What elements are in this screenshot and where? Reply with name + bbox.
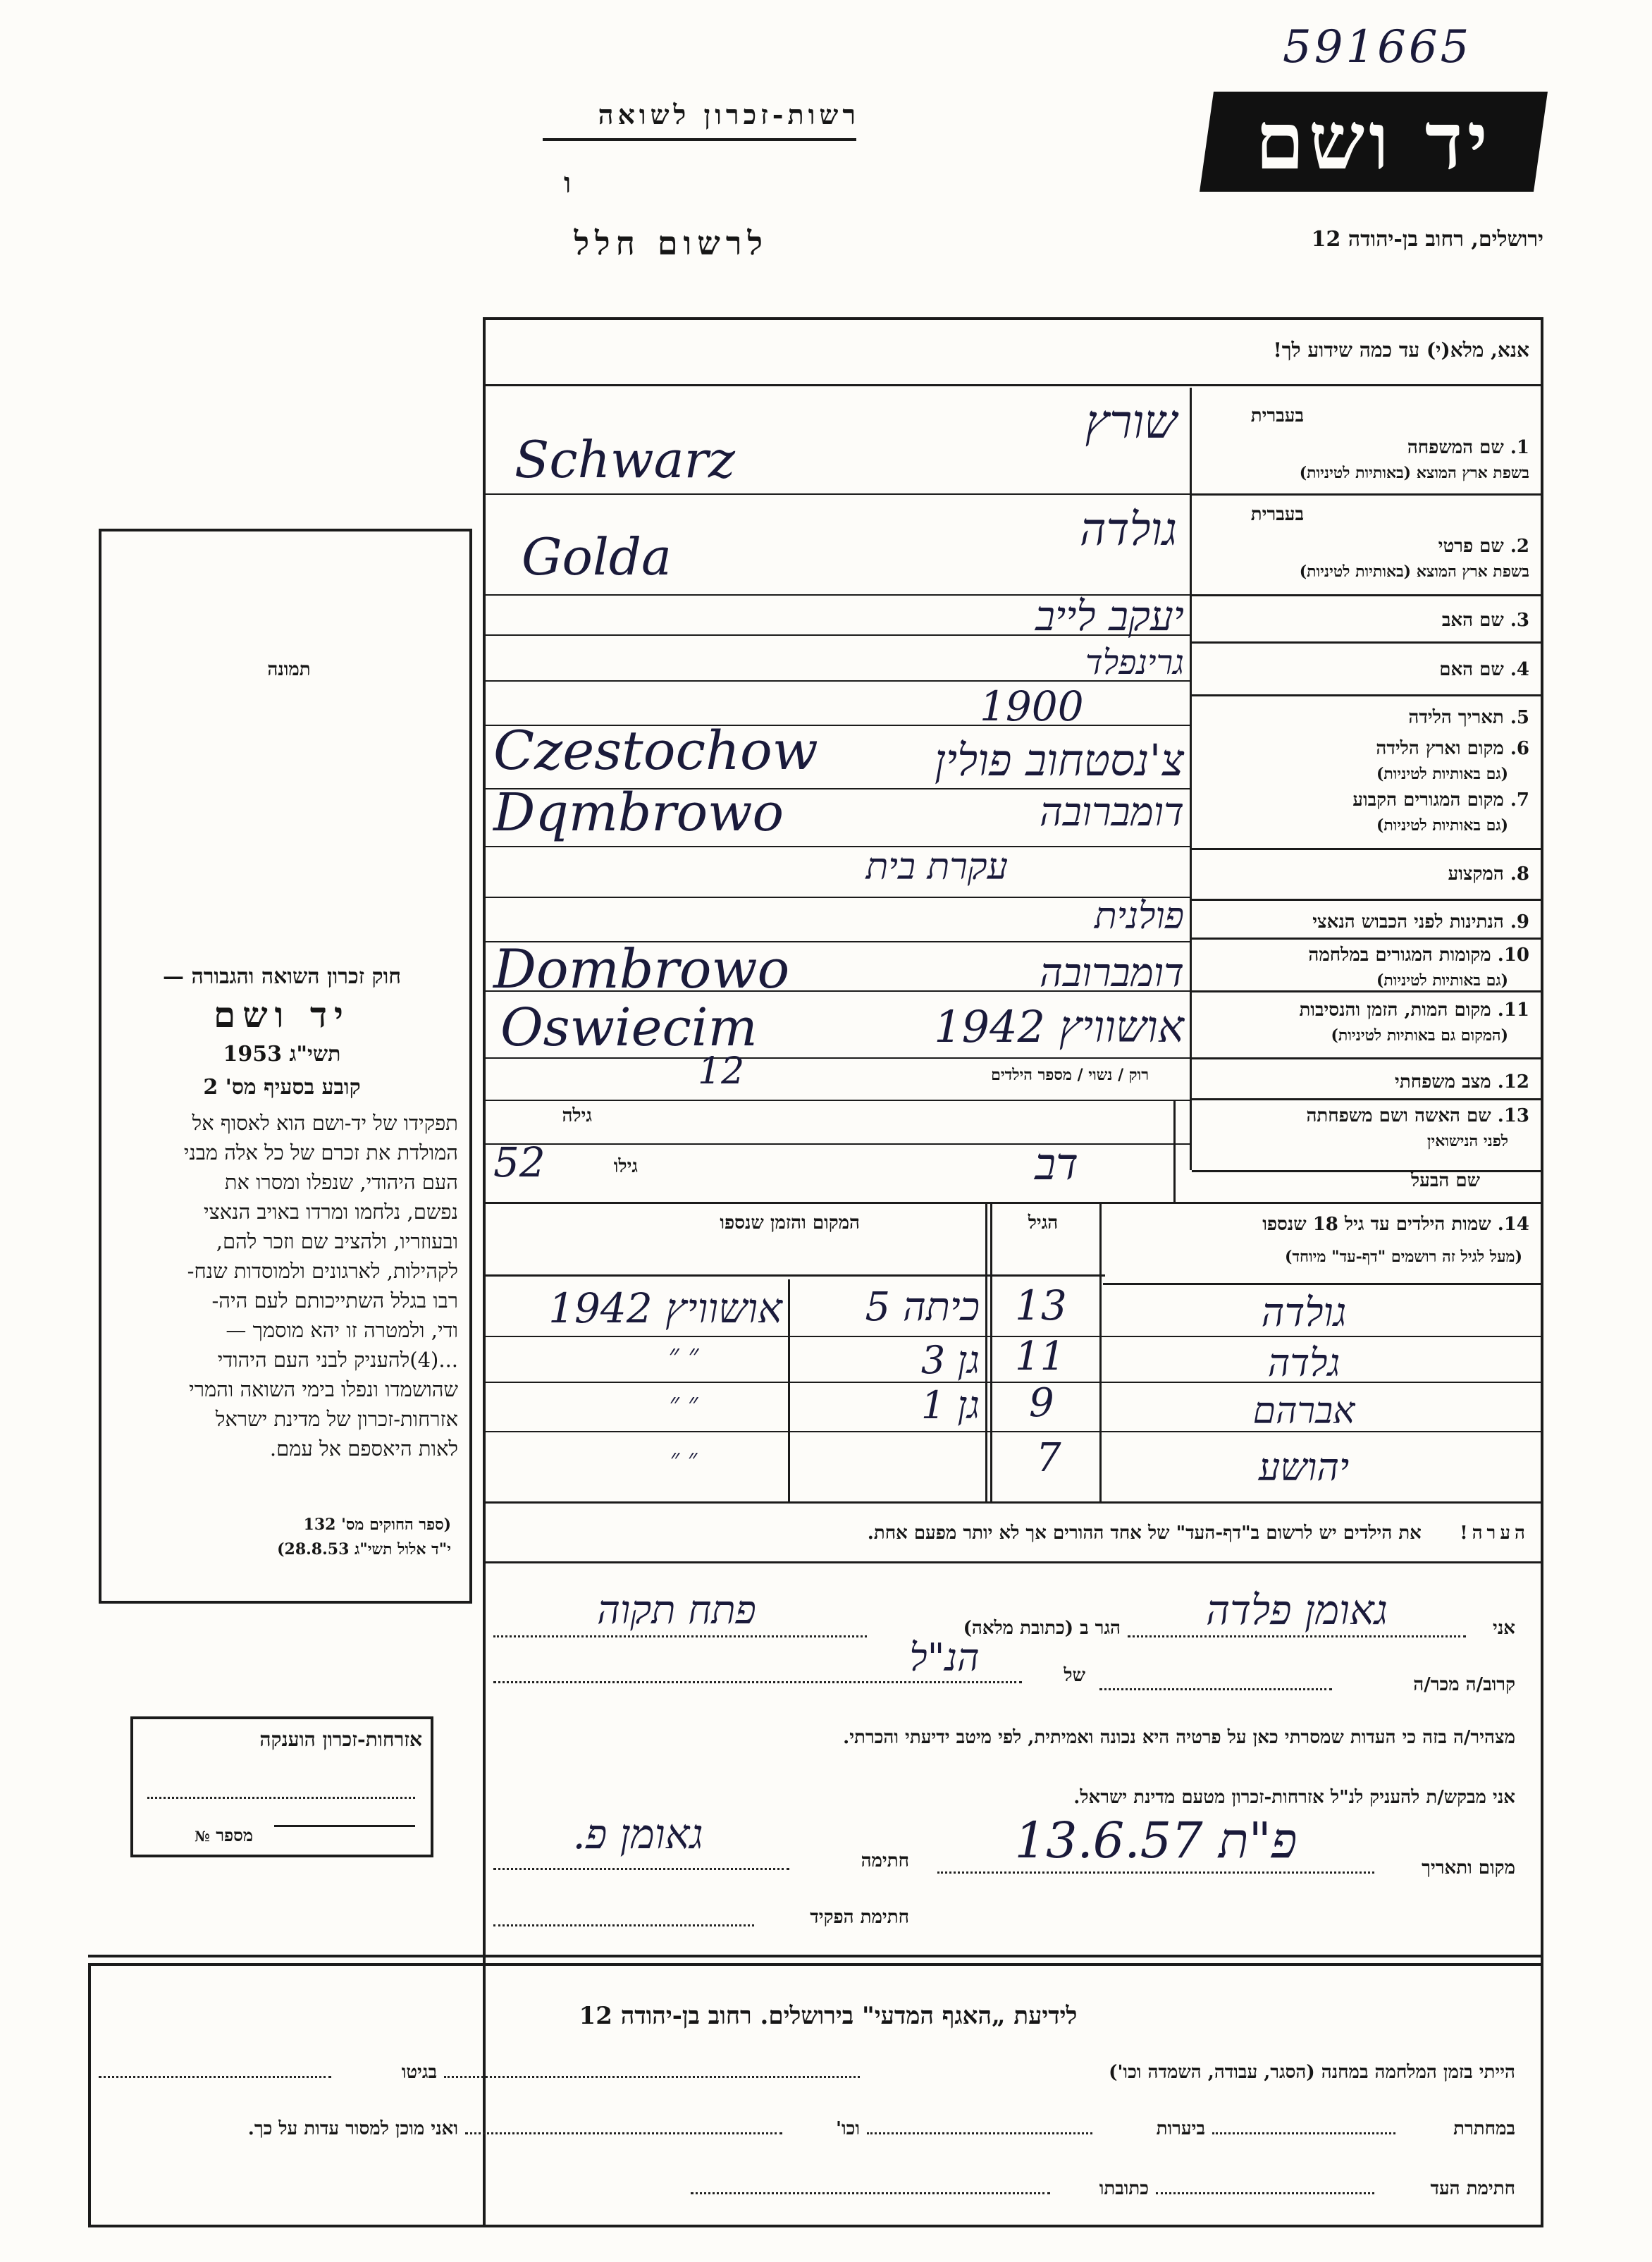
child-place: ״ ״ xyxy=(668,1339,699,1371)
signature-label: חתימה xyxy=(861,1850,909,1871)
child-place: אושוויץ 1942 xyxy=(548,1284,782,1332)
field-8-num: 8. xyxy=(1510,863,1529,885)
address: ירושלים, רחוב בן-יהודה 12 xyxy=(1311,227,1543,252)
field-1-sub: בשפת ארץ המוצא (באותיות לטיניות) xyxy=(1299,464,1529,482)
husband-value: דב xyxy=(1035,1138,1078,1190)
field-6-latin-value: Czestochow xyxy=(493,719,818,782)
field-2-hebrew-value: גולדה xyxy=(1080,504,1177,556)
children-title xyxy=(1099,1214,1529,1235)
declaration-request: אני מבקש/ת להעניק לנ"ל אזרחות-זכרון מטעם מדינת ישראל. xyxy=(1073,1787,1515,1808)
footer-line1-end: בגיטו xyxy=(401,2062,437,2083)
field-2-label xyxy=(1198,536,1529,557)
child-name: יהושע xyxy=(1258,1445,1350,1489)
field-1-text: שם המשפחה xyxy=(1407,437,1504,458)
law-source-2: י"ד אלול תשי"ג 28.8.53) xyxy=(277,1540,451,1559)
law-paragraph xyxy=(106,1108,458,1463)
child-extra: גן 1 xyxy=(920,1383,980,1427)
field-5-label xyxy=(1198,707,1529,728)
law-line: המולדת את זכרם של כל אלה מבני xyxy=(183,1141,458,1164)
field-10-num: 10. xyxy=(1497,945,1529,966)
child-name: אברהם xyxy=(1252,1390,1355,1432)
field-9-num: 9. xyxy=(1510,911,1529,933)
footer-line2-a: במחתרת xyxy=(1453,2118,1515,2139)
instruction: אנא, מלא(י) עד כמה שידוע לך! xyxy=(1273,338,1529,362)
field-9-text: הנתינות לפני הכבוש הנאצי xyxy=(1312,911,1504,933)
field-13-text: שם האשה ושם משפחתה xyxy=(1306,1105,1491,1126)
field-1-label xyxy=(1198,437,1529,458)
law-name: יד ושם xyxy=(214,994,350,1035)
law-line: לקהילות, לארגונים ולמוסדות שנח- xyxy=(187,1259,458,1283)
note-label: הערה! xyxy=(1460,1523,1529,1544)
field-2-num: 2. xyxy=(1510,536,1529,557)
footer-title: לידיעת „האגף המדעי" בירושלים. רחוב בן-יהודה 12 xyxy=(579,2002,1078,2030)
law-line: תפקידו של יד-ושם הוא לאסוף אל xyxy=(192,1111,458,1135)
declaration-ani: אני xyxy=(1493,1618,1515,1639)
field-3-text: שם האב xyxy=(1441,610,1504,631)
law-clause: קובע בסעיף מס' 2 xyxy=(203,1075,361,1100)
field-6-sub: (גם באותיות לטיניות) xyxy=(1376,765,1508,783)
field-7-text: מקום המגורים הקבוע xyxy=(1352,789,1504,811)
field-7-hebrew-value: דומברובה xyxy=(1039,789,1184,835)
marital-options: רוק / נשוי / מספר הילדים xyxy=(991,1066,1149,1084)
law-line: ודי, ולמטרה זו יהא מוסמך — xyxy=(226,1318,458,1342)
field-10-text: מקומות המגורים במלחמה xyxy=(1308,945,1491,966)
authority-name: רשות-זכרון לשואה xyxy=(598,99,860,130)
citizenship-box-title: אזרחות-זכרון הוענקה xyxy=(259,1728,422,1751)
declaration-address-value: פתח תקוה xyxy=(597,1587,756,1633)
field-7-label xyxy=(1198,789,1529,811)
place-date-value: פ"ת 13.6.57 xyxy=(1014,1812,1297,1869)
field-7-num: 7. xyxy=(1510,789,1529,811)
field-11-text: מקום המות, הזמן והנסיבות xyxy=(1299,1000,1491,1021)
field-3-num: 3. xyxy=(1510,610,1529,631)
declaration-name-value: גאומן פלדה xyxy=(1206,1586,1388,1634)
field-4-text: שם האם xyxy=(1439,659,1504,680)
child-extra: גן 3 xyxy=(920,1338,980,1382)
place-date-label: מקום ותאריך xyxy=(1422,1857,1515,1879)
field-2-latin-value: Golda xyxy=(522,527,672,586)
field-4-hebrew-value: גרינפלד xyxy=(1085,643,1184,682)
citizenship-box xyxy=(130,1716,433,1857)
footer-line2-c: וכו' xyxy=(836,2118,860,2139)
field-5-latin-value: 1900 xyxy=(980,682,1084,730)
law-year: תשי"ג 1953 xyxy=(223,1042,341,1067)
col-age-header: הגיל xyxy=(1028,1212,1059,1234)
citizenship-number-label: מספר xyxy=(216,1825,253,1845)
child-name: גלדה xyxy=(1267,1341,1340,1385)
col-place-header: המקום והזמן שנספו xyxy=(720,1212,860,1234)
field-4-label xyxy=(1198,659,1529,680)
footer-line2-end: ואני מוכן למסור עדות על כך. xyxy=(247,2118,458,2139)
footer-line3-a: חתימת העד xyxy=(1430,2178,1515,2199)
field-6-num: 6. xyxy=(1510,738,1529,759)
declaration-resides: הגר ב (כתובת מלאה) xyxy=(963,1618,1121,1639)
field-7-latin-value: Dqmbrowo xyxy=(493,782,784,843)
field-5-num: 5. xyxy=(1510,707,1529,728)
signature-value: גאומן פ. xyxy=(572,1810,703,1858)
footer-line2-b: ביערות xyxy=(1156,2118,1205,2139)
law-line: לאות היאספם אל עמם. xyxy=(269,1437,458,1461)
field-6-text: מקום וארץ הלידה xyxy=(1376,738,1504,759)
declaration-statement: מצהיר/ה בזה כי העדות שמסרתי כאן על פרטיה היא נכונה ואמיתית, לפי מיטב ידיעתי והכרתי. xyxy=(843,1727,1515,1748)
field-12-text: מצב משפחתי xyxy=(1395,1071,1491,1093)
law-line: ...(4)להעניק לבני העם היהודי xyxy=(217,1348,458,1372)
field-2-sub: בשפת ארץ המוצא (באותיות לטיניות) xyxy=(1299,563,1529,581)
citizenship-box-number xyxy=(140,1825,253,1846)
law-line: רבו בגלל השתייכותם לעם היה- xyxy=(211,1289,458,1313)
child-place: ״ ״ xyxy=(670,1444,698,1473)
field-10-label xyxy=(1198,945,1529,966)
dept-mark: ו xyxy=(564,166,572,199)
field-8-text: המקצוע xyxy=(1448,863,1504,885)
field-6-label xyxy=(1198,738,1529,759)
field-1-num: 1. xyxy=(1510,437,1529,458)
children-title-text: שמות הילדים עד גיל 18 שנספו xyxy=(1262,1214,1491,1235)
field-3-hebrew-value: יעקב לייב xyxy=(1035,592,1184,640)
field-11-latin-value: Oswiecim xyxy=(500,997,758,1058)
law-line: העם היהודי, שנפלו ומסרו את xyxy=(224,1170,458,1194)
child-age: 13 xyxy=(1015,1281,1067,1329)
field-7-sub: (גם באותיות לטיניות) xyxy=(1376,816,1508,835)
age-label-husband: גילו xyxy=(613,1156,638,1177)
field-1-side: בעברית xyxy=(1250,405,1304,426)
field-1-hebrew-value: שורץ xyxy=(1085,395,1177,449)
husband-label: שם הבעל xyxy=(1410,1170,1480,1191)
field-6-hebrew-value: צ'נסטחוב פולין xyxy=(935,734,1184,786)
field-9-hebrew-value: פולנית xyxy=(1094,895,1184,938)
field-2-side: בעברית xyxy=(1250,504,1304,525)
relative-value: הנ"ל xyxy=(909,1635,980,1680)
field-8-label xyxy=(1198,863,1529,885)
field-10-hebrew-value: דומברובה xyxy=(1039,950,1184,996)
age-label-wife: גילה xyxy=(562,1105,592,1126)
field-10-sub: (גם באותיות לטיניות) xyxy=(1376,971,1508,990)
field-11-sub: (המקום גם באותיות לטיניות) xyxy=(1331,1026,1508,1045)
field-9-label xyxy=(1198,911,1529,933)
law-line: שהושמדו ונפלו בימי השואה והמרי xyxy=(189,1377,458,1401)
note-text: את הילדים יש לרשום ב"דף-העד" של אחד ההורים אך לא יותר מפעם אחת. xyxy=(867,1523,1422,1544)
field-12-label xyxy=(1198,1071,1529,1093)
field-2-text: שם פרטי xyxy=(1438,536,1504,557)
children-subtitle: (מעל לגיל זה רושמים "דף-עד" מיוחד) xyxy=(1285,1248,1522,1266)
child-place: ״ ״ xyxy=(669,1387,698,1418)
field-10-latin-value: Dombrowo xyxy=(493,938,790,1000)
field-11-label xyxy=(1198,1000,1529,1021)
footer-line1: הייתי בזמן המלחמה במחנה (הסגר, עבודה, השמדה וכו') xyxy=(1109,2062,1515,2083)
child-name: גולדה xyxy=(1261,1290,1347,1336)
law-title: חוק זכרון השואה והגבורה — xyxy=(163,964,401,989)
field-13-label xyxy=(1198,1105,1529,1126)
field-13-sub: לפני הנישואין xyxy=(1426,1132,1508,1150)
note xyxy=(493,1523,1529,1544)
children-num: 14. xyxy=(1497,1214,1529,1235)
photo-label: תמונה xyxy=(267,659,311,680)
child-age: 7 xyxy=(1036,1435,1061,1481)
field-8-hebrew-value: עקרת בית xyxy=(865,846,1008,888)
registry-line: לרשום חלל xyxy=(574,224,768,262)
relative-label: קרוב/ה מכר/ה xyxy=(1413,1674,1515,1695)
field-11-num: 11. xyxy=(1497,1000,1529,1021)
archive-number: 591665 xyxy=(1283,21,1472,73)
child-age: 9 xyxy=(1029,1380,1054,1426)
law-line: ובעוזריו, ולהציב שם וזכר להם, xyxy=(216,1229,458,1253)
children-count: 12 xyxy=(698,1050,745,1093)
field-4-num: 4. xyxy=(1510,659,1529,680)
child-extra: כיתה 5 xyxy=(865,1284,980,1330)
logo-text: יד ושם xyxy=(1255,95,1493,188)
child-age: 11 xyxy=(1015,1334,1066,1379)
field-1-latin-value: Schwarz xyxy=(514,430,735,489)
yad-vashem-logo xyxy=(1200,92,1548,192)
officer-label: חתימת הפקיד xyxy=(810,1907,909,1928)
footer-line3-b: כתובתו xyxy=(1099,2178,1149,2199)
field-5-text: תאריך הלידה xyxy=(1408,707,1504,728)
age-value: 52 xyxy=(493,1138,545,1186)
field-11-hebrew-value: אושוויץ 1942 xyxy=(934,1001,1184,1052)
law-line: אזרחות-זכרון של מדינת ישראל xyxy=(215,1407,458,1431)
law-line: נפשם, נלחמו ומרדו באויב הנאצי xyxy=(203,1200,458,1224)
field-3-label xyxy=(1198,610,1529,631)
citizenship-number-glyph: № xyxy=(195,1828,210,1845)
law-source-1: (ספר החוקים מס' 132 xyxy=(303,1516,451,1534)
field-13-num: 13. xyxy=(1497,1105,1529,1126)
field-12-num: 12. xyxy=(1497,1071,1529,1093)
of-label: של xyxy=(1064,1665,1085,1686)
